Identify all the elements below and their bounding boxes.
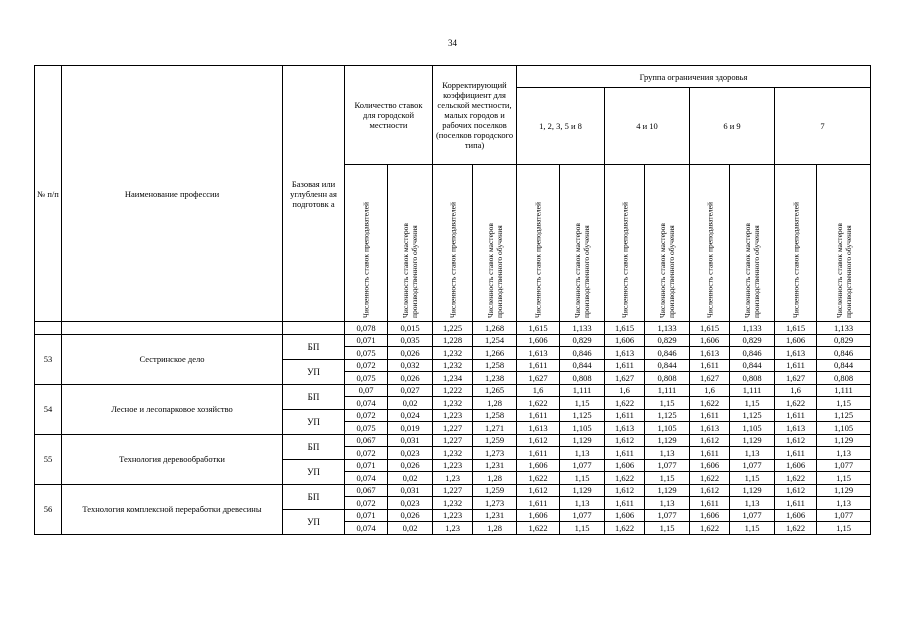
table-cell: 0,844	[817, 359, 871, 372]
table-cell: 1,622	[605, 397, 645, 410]
table-cell: 0,075	[345, 422, 388, 435]
table-cell: 1,133	[730, 322, 775, 335]
table-cell: 0,829	[645, 334, 690, 347]
table-cell: 1,6	[605, 384, 645, 397]
column-header-teachers: Численность ставок преподавателей	[345, 165, 388, 322]
table-cell: 1,13	[817, 497, 871, 510]
header-num: № п/п	[35, 66, 62, 322]
table-cell: 1,15	[817, 522, 871, 535]
table-cell: 0,829	[560, 334, 605, 347]
table-cell: 1,077	[730, 459, 775, 472]
table-cell: 1,615	[690, 322, 730, 335]
table-cell: 1,606	[690, 334, 730, 347]
table-cell: 1,611	[605, 409, 645, 422]
table-cell: 1,13	[560, 447, 605, 460]
table-cell: 1,15	[817, 472, 871, 485]
column-header-masters: Численность ставок мастеров производственного обучения	[473, 165, 517, 322]
header-group-3: 6 и 9	[690, 88, 775, 165]
table-cell: 1,231	[473, 509, 517, 522]
table-cell: 0,023	[388, 497, 433, 510]
table-cell: 1,232	[433, 447, 473, 460]
table-cell: 1,15	[560, 522, 605, 535]
table-cell: 1,265	[473, 384, 517, 397]
table-cell: 1,615	[517, 322, 560, 335]
table-cell: 1,259	[473, 434, 517, 447]
table-cell: 0,02	[388, 522, 433, 535]
table-cell: 1,129	[730, 434, 775, 447]
column-header-teachers: Численность ставок преподавателей	[433, 165, 473, 322]
profession-name: Технология деревообработки	[62, 434, 283, 484]
table-cell: 1,23	[433, 522, 473, 535]
table-cell: 1,611	[517, 359, 560, 372]
table-cell: 0,846	[730, 347, 775, 360]
table-cell: 0,844	[730, 359, 775, 372]
table-row	[35, 484, 871, 497]
table-cell: 1,129	[560, 434, 605, 447]
table-cell: 1,611	[605, 497, 645, 510]
table-cell: 1,077	[730, 509, 775, 522]
table-cell: 1,613	[517, 422, 560, 435]
table-cell: 1,613	[605, 347, 645, 360]
profession-number: 55	[35, 434, 62, 484]
header-rural-coefficient: Корректирующий коэффициент для сельской местности, малых городов и рабочих поселков (поселков городского типа)	[433, 66, 517, 165]
profession-number: 53	[35, 334, 62, 384]
base-training-type: УП	[283, 409, 345, 434]
table-row	[35, 334, 871, 347]
table-cell: 1,111	[817, 384, 871, 397]
table-cell: 1,613	[690, 347, 730, 360]
table-cell: 1,13	[645, 497, 690, 510]
table-cell: 1,234	[433, 372, 473, 385]
table-cell: 1,133	[560, 322, 605, 335]
table-cell: 1,223	[433, 509, 473, 522]
table-cell: 1,613	[775, 422, 817, 435]
table-cell: 0,07	[345, 384, 388, 397]
table-cell: 1,15	[730, 522, 775, 535]
table-cell: 1,105	[817, 422, 871, 435]
table-cell: 1,612	[517, 434, 560, 447]
header-base-training: Базовая или углубленн ая подготовк а	[283, 66, 345, 322]
table-cell: 0,075	[345, 372, 388, 385]
profession-name: Лесное и лесопарковое хозяйство	[62, 384, 283, 434]
table-cell: 0,071	[345, 509, 388, 522]
table-cell: 1,6	[690, 384, 730, 397]
table-cell: 1,615	[605, 322, 645, 335]
table-cell: 1,606	[775, 334, 817, 347]
table-cell: 1,111	[730, 384, 775, 397]
table-cell: 1,606	[775, 459, 817, 472]
header-profession-name: Наименование профессии	[62, 66, 283, 322]
table-cell: 1,611	[775, 497, 817, 510]
table-cell: 0,031	[388, 484, 433, 497]
table-cell: 1,612	[605, 484, 645, 497]
table-cell: 1,133	[817, 322, 871, 335]
table-cell: 1,077	[817, 509, 871, 522]
table-cell: 1,129	[645, 484, 690, 497]
table-cell: 0,067	[345, 434, 388, 447]
table-cell: 1,13	[817, 447, 871, 460]
column-header-masters: Численность ставок мастеров производственного обучения	[560, 165, 605, 322]
table-cell: 1,613	[517, 347, 560, 360]
table-cell: 1,268	[473, 322, 517, 335]
table-cell: 1,225	[433, 322, 473, 335]
table-cell: 1,606	[517, 459, 560, 472]
table-cell: 1,13	[730, 497, 775, 510]
table-cell: 0,067	[345, 484, 388, 497]
table-cell: 1,15	[730, 397, 775, 410]
table-cell: 0,072	[345, 359, 388, 372]
profession-name: Технология комплексной переработки древесины	[62, 484, 283, 534]
table-cell: 0,071	[345, 459, 388, 472]
column-header-masters: Численность ставок мастеров производственного обучения	[817, 165, 871, 322]
table-cell: 1,622	[775, 397, 817, 410]
table-cell: 1,273	[473, 497, 517, 510]
table-cell: 1,28	[473, 522, 517, 535]
blank-cell	[283, 322, 345, 335]
table-cell: 1,223	[433, 459, 473, 472]
table-cell: 1,227	[433, 422, 473, 435]
table-cell: 0,074	[345, 522, 388, 535]
table-cell: 0,808	[645, 372, 690, 385]
table-cell: 1,28	[473, 397, 517, 410]
table-cell: 1,627	[690, 372, 730, 385]
table-cell: 0,072	[345, 497, 388, 510]
table-cell: 1,612	[775, 484, 817, 497]
table-cell: 1,622	[517, 472, 560, 485]
blank-cell	[35, 322, 62, 335]
base-training-type: УП	[283, 509, 345, 534]
table-cell: 1,228	[433, 334, 473, 347]
table-cell: 1,611	[517, 409, 560, 422]
table-cell: 1,6	[775, 384, 817, 397]
table-cell: 0,072	[345, 409, 388, 422]
table-cell: 1,606	[605, 459, 645, 472]
table-cell: 1,227	[433, 434, 473, 447]
table-cell: 1,238	[473, 372, 517, 385]
header-group-2: 4 и 10	[605, 88, 690, 165]
table-cell: 1,627	[775, 372, 817, 385]
table-cell: 1,129	[560, 484, 605, 497]
table-cell: 0,02	[388, 472, 433, 485]
table-cell: 1,15	[730, 472, 775, 485]
table-cell: 1,129	[817, 434, 871, 447]
table-cell: 1,15	[817, 397, 871, 410]
table-cell: 1,611	[517, 497, 560, 510]
table-cell: 1,232	[433, 347, 473, 360]
column-header-teachers: Численность ставок преподавателей	[517, 165, 560, 322]
table-cell: 1,105	[560, 422, 605, 435]
table-cell: 1,125	[645, 409, 690, 422]
profession-name: Сестринское дело	[62, 334, 283, 384]
header-urban-rates: Количество ставок для городской местности	[345, 66, 433, 165]
table-row	[35, 384, 871, 397]
table-cell: 1,611	[690, 497, 730, 510]
table-cell: 1,606	[605, 334, 645, 347]
table-cell: 1,232	[433, 497, 473, 510]
base-training-type: БП	[283, 484, 345, 509]
column-header-teachers: Численность ставок преподавателей	[690, 165, 730, 322]
table-cell: 0,023	[388, 447, 433, 460]
table-cell: 1,611	[605, 447, 645, 460]
table-cell: 1,105	[645, 422, 690, 435]
table-cell: 0,026	[388, 459, 433, 472]
table-cell: 1,15	[645, 397, 690, 410]
table-cell: 1,13	[560, 497, 605, 510]
table-cell: 0,026	[388, 509, 433, 522]
table-cell: 1,622	[605, 522, 645, 535]
table-cell: 1,611	[690, 359, 730, 372]
table-cell: 1,611	[775, 409, 817, 422]
table-cell: 1,612	[690, 434, 730, 447]
table-cell: 1,077	[817, 459, 871, 472]
table-cell: 0,072	[345, 447, 388, 460]
table-cell: 0,808	[730, 372, 775, 385]
staffing-table	[34, 65, 871, 535]
table-cell: 0,071	[345, 334, 388, 347]
table-cell: 1,15	[645, 522, 690, 535]
table-cell: 1,15	[645, 472, 690, 485]
table-cell: 1,606	[690, 509, 730, 522]
table-cell: 1,606	[517, 334, 560, 347]
table-cell: 1,271	[473, 422, 517, 435]
table-cell: 1,222	[433, 384, 473, 397]
table-cell: 1,606	[775, 509, 817, 522]
table-cell: 0,808	[560, 372, 605, 385]
table-cell: 1,627	[517, 372, 560, 385]
table-cell: 1,611	[517, 447, 560, 460]
table-cell: 1,622	[517, 522, 560, 535]
column-header-masters: Численность ставок мастеров производственного обучения	[388, 165, 433, 322]
table-cell: 1,105	[730, 422, 775, 435]
table-cell: 1,606	[690, 459, 730, 472]
table-cell: 1,28	[473, 472, 517, 485]
table-cell: 1,606	[605, 509, 645, 522]
table-cell: 1,613	[775, 347, 817, 360]
table-cell: 1,077	[645, 459, 690, 472]
header-group-1: 1, 2, 3, 5 и 8	[517, 88, 605, 165]
base-training-type: БП	[283, 334, 345, 359]
table-cell: 1,111	[645, 384, 690, 397]
blank-cell	[62, 322, 283, 335]
table-row	[35, 322, 871, 335]
table-cell: 0,846	[817, 347, 871, 360]
table-cell: 1,611	[605, 359, 645, 372]
table-cell: 0,026	[388, 347, 433, 360]
table-cell: 0,078	[345, 322, 388, 335]
table-cell: 1,611	[690, 409, 730, 422]
base-training-type: БП	[283, 434, 345, 459]
table-cell: 1,612	[517, 484, 560, 497]
table-cell: 1,129	[730, 484, 775, 497]
table-row	[35, 434, 871, 447]
table-cell: 0,026	[388, 372, 433, 385]
header-health-group: Группа ограничения здоровья	[517, 66, 871, 88]
base-training-type: БП	[283, 384, 345, 409]
table-cell: 1,273	[473, 447, 517, 460]
table-cell: 1,612	[775, 434, 817, 447]
table-cell: 1,606	[517, 509, 560, 522]
column-header-masters: Численность ставок мастеров производственного обучения	[645, 165, 690, 322]
table-cell: 1,622	[690, 397, 730, 410]
base-training-type: УП	[283, 359, 345, 384]
table-cell: 0,074	[345, 472, 388, 485]
table-cell: 1,125	[730, 409, 775, 422]
table-cell: 1,612	[605, 434, 645, 447]
table-cell: 0,844	[645, 359, 690, 372]
table-cell: 1,077	[560, 509, 605, 522]
table-cell: 1,077	[560, 459, 605, 472]
table-cell: 1,627	[605, 372, 645, 385]
table-cell: 0,027	[388, 384, 433, 397]
table-cell: 1,615	[775, 322, 817, 335]
table-cell: 1,622	[517, 397, 560, 410]
table-cell: 1,15	[560, 472, 605, 485]
table-cell: 1,13	[730, 447, 775, 460]
table-cell: 0,032	[388, 359, 433, 372]
header-group-4: 7	[775, 88, 871, 165]
table-cell: 1,622	[775, 472, 817, 485]
table-cell: 1,125	[817, 409, 871, 422]
table-cell: 0,035	[388, 334, 433, 347]
table-cell: 1,077	[645, 509, 690, 522]
table-cell: 1,227	[433, 484, 473, 497]
table-cell: 0,031	[388, 434, 433, 447]
table-cell: 0,02	[388, 397, 433, 410]
column-header-teachers: Численность ставок преподавателей	[775, 165, 817, 322]
page-number: 34	[448, 38, 457, 48]
table-cell: 0,075	[345, 347, 388, 360]
profession-number: 56	[35, 484, 62, 534]
table-cell: 1,622	[690, 472, 730, 485]
table-cell: 1,129	[645, 434, 690, 447]
column-header-teachers: Численность ставок преподавателей	[605, 165, 645, 322]
table-cell: 1,622	[775, 522, 817, 535]
table-cell: 1,613	[690, 422, 730, 435]
table-cell: 1,133	[645, 322, 690, 335]
table-cell: 1,223	[433, 409, 473, 422]
table-cell: 0,015	[388, 322, 433, 335]
table-cell: 1,231	[473, 459, 517, 472]
table-cell: 1,259	[473, 484, 517, 497]
table-cell: 0,846	[645, 347, 690, 360]
table-cell: 1,6	[517, 384, 560, 397]
table-cell: 1,23	[433, 472, 473, 485]
table-cell: 1,266	[473, 347, 517, 360]
profession-number: 54	[35, 384, 62, 434]
table-cell: 1,129	[817, 484, 871, 497]
table-cell: 0,019	[388, 422, 433, 435]
table-cell: 1,611	[775, 359, 817, 372]
table-cell: 1,232	[433, 359, 473, 372]
table-cell: 1,258	[473, 409, 517, 422]
table-cell: 0,844	[560, 359, 605, 372]
table-cell: 0,074	[345, 397, 388, 410]
base-training-type: УП	[283, 459, 345, 484]
table-cell: 1,254	[473, 334, 517, 347]
table-cell: 1,612	[690, 484, 730, 497]
table-cell: 0,829	[817, 334, 871, 347]
table-cell: 1,13	[645, 447, 690, 460]
table-cell: 1,611	[775, 447, 817, 460]
table-cell: 1,622	[605, 472, 645, 485]
table-cell: 1,611	[690, 447, 730, 460]
table-cell: 1,613	[605, 422, 645, 435]
table-cell: 1,232	[433, 397, 473, 410]
table-cell: 1,258	[473, 359, 517, 372]
table-cell: 1,622	[690, 522, 730, 535]
table-cell: 1,111	[560, 384, 605, 397]
table-cell: 1,125	[560, 409, 605, 422]
table-cell: 0,024	[388, 409, 433, 422]
table-cell: 1,15	[560, 397, 605, 410]
column-header-masters: Численность ставок мастеров производственного обучения	[730, 165, 775, 322]
table-cell: 0,829	[730, 334, 775, 347]
table-cell: 0,808	[817, 372, 871, 385]
table-cell: 0,846	[560, 347, 605, 360]
